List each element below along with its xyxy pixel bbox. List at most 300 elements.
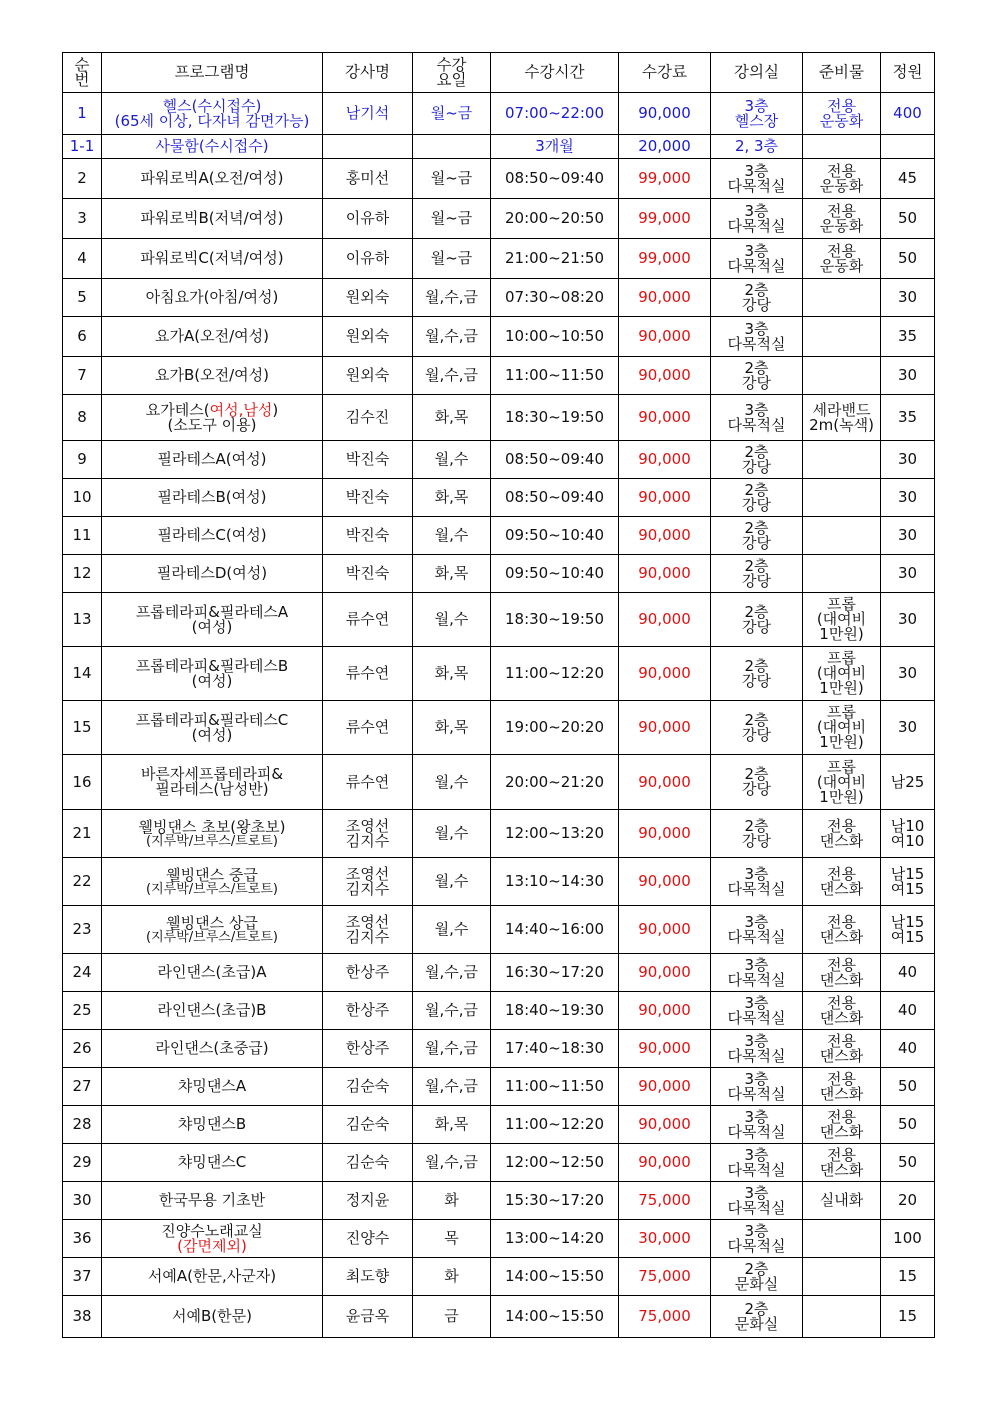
room-line: 2층	[744, 1259, 769, 1278]
cell-program	[102, 1258, 323, 1296]
supplies-line: 세라밴드	[812, 400, 871, 419]
instructor-line: 조영선	[345, 912, 390, 931]
room-line: 2층	[744, 656, 769, 675]
cell-fee: 90,000	[619, 992, 711, 1030]
cell-time: 08:50~09:40	[491, 159, 619, 199]
room-line: 다목적실	[727, 216, 786, 235]
cell-fee: 90,000	[619, 395, 711, 441]
cell-time: 11:00~12:20	[491, 647, 619, 701]
room-line: 2층	[744, 518, 769, 537]
instructor-line: 원외숙	[345, 366, 390, 384]
cell-no: 30	[63, 1182, 102, 1220]
table-row	[63, 647, 935, 701]
supplies-line: 댄스화	[819, 1122, 864, 1141]
cell-time: 12:00~12:50	[491, 1144, 619, 1182]
table-row	[63, 555, 935, 593]
table-row	[63, 159, 935, 199]
cell-days: 월,수	[413, 593, 491, 647]
header-days: 수강 요일	[413, 53, 491, 93]
room-line: 문화실	[734, 1274, 779, 1293]
capacity-line: 40	[897, 963, 918, 981]
cell-days: 월,수	[413, 858, 491, 906]
cell-fee: 90,000	[619, 593, 711, 647]
program-line: 프롭테라피&필라테스B	[135, 656, 289, 675]
cell-program	[102, 1106, 323, 1144]
cell-program	[102, 199, 323, 239]
cell-room	[711, 135, 803, 159]
cell-days: 화,목	[413, 1106, 491, 1144]
supplies-line: 프롭	[827, 757, 856, 776]
program-line: 프롭테라피&필라테스C	[135, 710, 289, 729]
supplies-line: 전용	[827, 201, 856, 220]
cell-capacity	[881, 317, 935, 357]
cell-capacity	[881, 555, 935, 593]
cell-no: 22	[63, 858, 102, 906]
program-line: 아침요가(아침/여성)	[145, 288, 279, 306]
table-row	[63, 593, 935, 647]
table-row	[63, 1030, 935, 1068]
instructor-line: 조영선	[345, 816, 390, 835]
cell-time: 10:00~10:50	[491, 317, 619, 357]
supplies-line: 댄스화	[819, 970, 864, 989]
room-line: 2층	[744, 816, 769, 835]
cell-capacity	[881, 755, 935, 810]
cell-fee: 90,000	[619, 93, 711, 135]
cell-instructor	[323, 441, 413, 479]
cell-fee: 90,000	[619, 1144, 711, 1182]
program-line: 필라테스A(여성)	[157, 450, 267, 468]
instructor-line: 김순숙	[345, 1153, 390, 1171]
header-supplies: 준비물	[803, 53, 881, 93]
cell-instructor	[323, 1220, 413, 1258]
supplies-line: 댄스화	[819, 1160, 864, 1179]
cell-supplies	[803, 1182, 881, 1220]
cell-supplies	[803, 1068, 881, 1106]
cell-instructor	[323, 1296, 413, 1338]
table-body	[63, 93, 935, 1338]
cell-capacity	[881, 1144, 935, 1182]
instructor-line: 한상주	[345, 1039, 390, 1057]
cell-room	[711, 858, 803, 906]
cell-fee: 90,000	[619, 701, 711, 755]
cell-fee: 90,000	[619, 441, 711, 479]
cell-time: 13:00~14:20	[491, 1220, 619, 1258]
program-line: 사물함(수시접수)	[155, 137, 269, 155]
supplies-line: 2m(녹색)	[809, 415, 874, 434]
cell-fee: 90,000	[619, 317, 711, 357]
instructor-line: 박진숙	[345, 450, 390, 468]
header-fee: 수강료	[619, 53, 711, 93]
supplies-line: 댄스화	[819, 1084, 864, 1103]
cell-supplies	[803, 1144, 881, 1182]
room-line: 2층	[744, 358, 769, 377]
room-line: 3층	[744, 1031, 769, 1050]
program-line: 요가B(오전/여성)	[155, 366, 269, 384]
instructor-line: 한상주	[345, 1001, 390, 1019]
cell-supplies	[803, 395, 881, 441]
cell-time: 07:30~08:20	[491, 279, 619, 317]
cell-time: 11:00~11:50	[491, 1068, 619, 1106]
supplies-line: 전용	[827, 1145, 856, 1164]
program-line: 웰빙댄스 중급	[166, 865, 258, 884]
cell-capacity	[881, 1030, 935, 1068]
program-line: 바른자세프롭테라피&	[140, 765, 284, 783]
supplies-line: 전용	[827, 955, 856, 974]
cell-room	[711, 441, 803, 479]
cell-no: 25	[63, 992, 102, 1030]
room-line: 3층	[744, 1069, 769, 1088]
room-line: 다목적실	[727, 1160, 786, 1179]
cell-instructor	[323, 647, 413, 701]
cell-program	[102, 992, 323, 1030]
cell-no: 14	[63, 647, 102, 701]
room-line: 다목적실	[727, 334, 786, 353]
cell-no: 16	[63, 755, 102, 810]
room-line: 강당	[742, 725, 771, 744]
cell-supplies	[803, 992, 881, 1030]
cell-days: 월~금	[413, 159, 491, 199]
cell-instructor	[323, 701, 413, 755]
cell-fee: 90,000	[619, 647, 711, 701]
supplies-line: 운동화	[819, 176, 864, 195]
cell-program	[102, 1220, 323, 1258]
cell-capacity	[881, 992, 935, 1030]
cell-fee: 90,000	[619, 279, 711, 317]
cell-program	[102, 135, 323, 159]
cell-days: 목	[413, 1220, 491, 1258]
cell-capacity	[881, 199, 935, 239]
cell-program	[102, 479, 323, 517]
cell-days: 월,수	[413, 906, 491, 954]
program-line: 요가A(오전/여성)	[155, 327, 269, 345]
cell-program	[102, 159, 323, 199]
cell-program	[102, 517, 323, 555]
cell-room	[711, 317, 803, 357]
capacity-line: 30	[897, 366, 918, 384]
cell-no: 1-1	[63, 135, 102, 159]
room-line: 다목적실	[727, 256, 786, 275]
capacity-line: 여10	[890, 831, 925, 850]
cell-no: 29	[63, 1144, 102, 1182]
room-line: 3층	[744, 1107, 769, 1126]
cell-instructor	[323, 279, 413, 317]
cell-program	[102, 555, 323, 593]
header-row	[63, 53, 935, 93]
cell-capacity	[881, 593, 935, 647]
capacity-line: 50	[897, 1153, 918, 1171]
room-line: 2, 3층	[734, 137, 779, 155]
program-line: (여성)	[191, 725, 233, 744]
program-line: 챠밍댄스B	[177, 1115, 247, 1133]
program-note-red: (감면제외)	[177, 1236, 247, 1255]
cell-no: 2	[63, 159, 102, 199]
cell-fee: 90,000	[619, 755, 711, 810]
room-line: 3층	[744, 1221, 769, 1240]
cell-program	[102, 395, 323, 441]
program-text: )	[272, 400, 279, 419]
supplies-line: 전용	[827, 96, 856, 115]
cell-time: 21:00~21:50	[491, 239, 619, 279]
cell-capacity	[881, 1296, 935, 1338]
cell-fee: 99,000	[619, 199, 711, 239]
room-line: 문화실	[734, 1314, 779, 1333]
cell-time: 13:10~14:30	[491, 858, 619, 906]
program-schedule-table	[62, 52, 935, 1338]
cell-supplies	[803, 93, 881, 135]
cell-instructor	[323, 395, 413, 441]
header-instructor: 강사명	[323, 53, 413, 93]
program-line: 챠밍댄스C	[177, 1153, 247, 1171]
cell-supplies	[803, 279, 881, 317]
supplies-line: 운동화	[819, 111, 864, 130]
room-line: 3층	[744, 1183, 769, 1202]
cell-room	[711, 1182, 803, 1220]
cell-days: 화,목	[413, 555, 491, 593]
cell-time: 08:50~09:40	[491, 479, 619, 517]
table-row	[63, 755, 935, 810]
cell-time: 11:00~12:20	[491, 1106, 619, 1144]
room-line: 3층	[744, 96, 769, 115]
cell-program	[102, 906, 323, 954]
cell-fee: 75,000	[619, 1182, 711, 1220]
program-line: 파워로빅B(저녁/여성)	[140, 209, 284, 227]
cell-no: 12	[63, 555, 102, 593]
room-line: 3층	[744, 993, 769, 1012]
cell-room	[711, 555, 803, 593]
cell-capacity	[881, 701, 935, 755]
capacity-line: 남15	[890, 864, 925, 883]
program-line: 파워로빅A(오전/여성)	[140, 169, 284, 187]
table-row	[63, 1258, 935, 1296]
cell-no: 26	[63, 1030, 102, 1068]
supplies-line: 프롭	[827, 649, 856, 667]
cell-time: 20:00~20:50	[491, 199, 619, 239]
supplies-line: 전용	[827, 161, 856, 180]
supplies-line: 실내화	[819, 1191, 864, 1209]
cell-program	[102, 1030, 323, 1068]
cell-supplies	[803, 1258, 881, 1296]
cell-supplies	[803, 755, 881, 810]
cell-fee: 75,000	[619, 1296, 711, 1338]
supplies-line: 댄스화	[819, 1046, 864, 1065]
cell-days: 화,목	[413, 479, 491, 517]
room-line: 2층	[744, 480, 769, 499]
cell-capacity	[881, 1106, 935, 1144]
capacity-line: 남10	[890, 816, 925, 835]
room-line: 강당	[742, 617, 771, 636]
capacity-line: 여15	[890, 927, 925, 946]
room-line: 강당	[742, 671, 771, 690]
cell-no: 28	[63, 1106, 102, 1144]
cell-capacity	[881, 479, 935, 517]
supplies-line: 전용	[827, 1031, 856, 1050]
cell-no: 13	[63, 593, 102, 647]
cell-room	[711, 1106, 803, 1144]
table-row	[63, 517, 935, 555]
cell-program	[102, 1144, 323, 1182]
cell-fee: 90,000	[619, 555, 711, 593]
table-row	[63, 199, 935, 239]
cell-program	[102, 593, 323, 647]
cell-instructor	[323, 239, 413, 279]
cell-fee: 90,000	[619, 858, 711, 906]
cell-room	[711, 992, 803, 1030]
cell-instructor	[323, 199, 413, 239]
room-line: 다목적실	[727, 1198, 786, 1217]
cell-program	[102, 755, 323, 810]
supplies-line: (대여비	[816, 610, 867, 628]
capacity-line: 30	[897, 610, 918, 628]
cell-program	[102, 1296, 323, 1338]
cell-program	[102, 1182, 323, 1220]
cell-room	[711, 479, 803, 517]
program-line: 라인댄스(초중급)	[155, 1039, 269, 1057]
table-row	[63, 1220, 935, 1258]
cell-instructor	[323, 992, 413, 1030]
program-line: 라인댄스(초급)B	[157, 1001, 267, 1019]
cell-instructor	[323, 1030, 413, 1068]
room-line: 3층	[744, 400, 769, 419]
instructor-line: 박진숙	[345, 526, 390, 544]
cell-days: 월,수,금	[413, 317, 491, 357]
cell-capacity	[881, 239, 935, 279]
program-line: (지루박/브루스/트로트)	[146, 881, 278, 897]
supplies-line: 전용	[827, 1069, 856, 1088]
room-line: 3층	[744, 912, 769, 931]
cell-no: 3	[63, 199, 102, 239]
cell-room	[711, 357, 803, 395]
cell-time: 19:00~20:20	[491, 701, 619, 755]
cell-supplies	[803, 1106, 881, 1144]
cell-days: 월~금	[413, 239, 491, 279]
cell-fee: 90,000	[619, 906, 711, 954]
cell-days: 월~금	[413, 199, 491, 239]
cell-room	[711, 755, 803, 810]
cell-program	[102, 1068, 323, 1106]
instructor-line: 박진숙	[345, 488, 390, 506]
cell-room	[711, 517, 803, 555]
cell-fee: 99,000	[619, 239, 711, 279]
cell-days: 월,수,금	[413, 1068, 491, 1106]
cell-days: 월,수,금	[413, 992, 491, 1030]
capacity-line: 50	[897, 209, 918, 227]
supplies-line: 전용	[827, 1107, 856, 1126]
table-row	[63, 395, 935, 441]
cell-capacity	[881, 1258, 935, 1296]
room-line: 강당	[742, 831, 771, 850]
cell-capacity	[881, 954, 935, 992]
supplies-line: 댄스화	[819, 927, 864, 946]
cell-days: 월,수	[413, 441, 491, 479]
cell-no: 4	[63, 239, 102, 279]
header-time: 수강시간	[491, 53, 619, 93]
instructor-line: 홍미선	[345, 169, 390, 187]
cell-instructor	[323, 1068, 413, 1106]
room-line: 다목적실	[727, 1236, 786, 1255]
program-line: 라인댄스(초급)A	[157, 963, 267, 981]
instructor-line: 이유하	[345, 209, 390, 227]
cell-program	[102, 441, 323, 479]
cell-program	[102, 701, 323, 755]
cell-capacity	[881, 1182, 935, 1220]
instructor-line: 류수연	[345, 664, 390, 682]
cell-instructor	[323, 858, 413, 906]
cell-no: 24	[63, 954, 102, 992]
cell-supplies	[803, 858, 881, 906]
room-line: 다목적실	[727, 1084, 786, 1103]
cell-room	[711, 199, 803, 239]
capacity-line: 100	[893, 1229, 922, 1247]
capacity-line: 20	[897, 1191, 918, 1209]
cell-supplies	[803, 593, 881, 647]
cell-time: 18:30~19:50	[491, 395, 619, 441]
cell-no: 21	[63, 810, 102, 858]
supplies-line: (대여비	[816, 718, 867, 736]
table-row	[63, 701, 935, 755]
program-line: 헬스(수시접수)	[162, 96, 262, 115]
table-row	[63, 954, 935, 992]
cell-capacity	[881, 517, 935, 555]
capacity-line: 30	[897, 450, 918, 468]
cell-time: 08:50~09:40	[491, 441, 619, 479]
program-line: (지루박/브루스/트로트)	[146, 833, 278, 849]
cell-instructor	[323, 755, 413, 810]
program-line: 파워로빅C(저녁/여성)	[140, 249, 284, 267]
cell-days: 월,수,금	[413, 357, 491, 395]
cell-days: 화,목	[413, 701, 491, 755]
cell-instructor	[323, 1144, 413, 1182]
room-line: 2층	[744, 280, 769, 299]
cell-instructor	[323, 954, 413, 992]
cell-capacity	[881, 906, 935, 954]
cell-fee: 90,000	[619, 1106, 711, 1144]
cell-fee: 90,000	[619, 517, 711, 555]
cell-days: 월,수	[413, 810, 491, 858]
cell-room	[711, 1030, 803, 1068]
table-row	[63, 479, 935, 517]
cell-program	[102, 858, 323, 906]
capacity-line: 50	[897, 1077, 918, 1095]
cell-capacity	[881, 441, 935, 479]
cell-room	[711, 395, 803, 441]
room-line: 3층	[744, 201, 769, 220]
table-row	[63, 441, 935, 479]
supplies-line: 1만원)	[819, 679, 864, 697]
program-line: (소도구 이용)	[167, 415, 257, 434]
table-row	[63, 858, 935, 906]
cell-supplies	[803, 1220, 881, 1258]
cell-time: 18:30~19:50	[491, 593, 619, 647]
program-line: (지루박/브루스/트로트)	[146, 929, 278, 945]
room-line: 3층	[744, 864, 769, 883]
cell-room	[711, 1144, 803, 1182]
cell-days: 화,목	[413, 395, 491, 441]
cell-supplies	[803, 317, 881, 357]
room-line: 3층	[744, 955, 769, 974]
cell-days	[413, 135, 491, 159]
cell-instructor	[323, 555, 413, 593]
room-line: 헬스장	[734, 111, 779, 130]
cell-days: 월,수	[413, 517, 491, 555]
cell-no: 7	[63, 357, 102, 395]
table-row	[63, 906, 935, 954]
program-line: 서예B(한문)	[172, 1307, 252, 1325]
supplies-line: 운동화	[819, 216, 864, 235]
cell-program	[102, 357, 323, 395]
cell-days: 월,수,금	[413, 279, 491, 317]
capacity-line: 30	[897, 526, 918, 544]
program-line: 필라테스(남성반)	[155, 780, 269, 798]
